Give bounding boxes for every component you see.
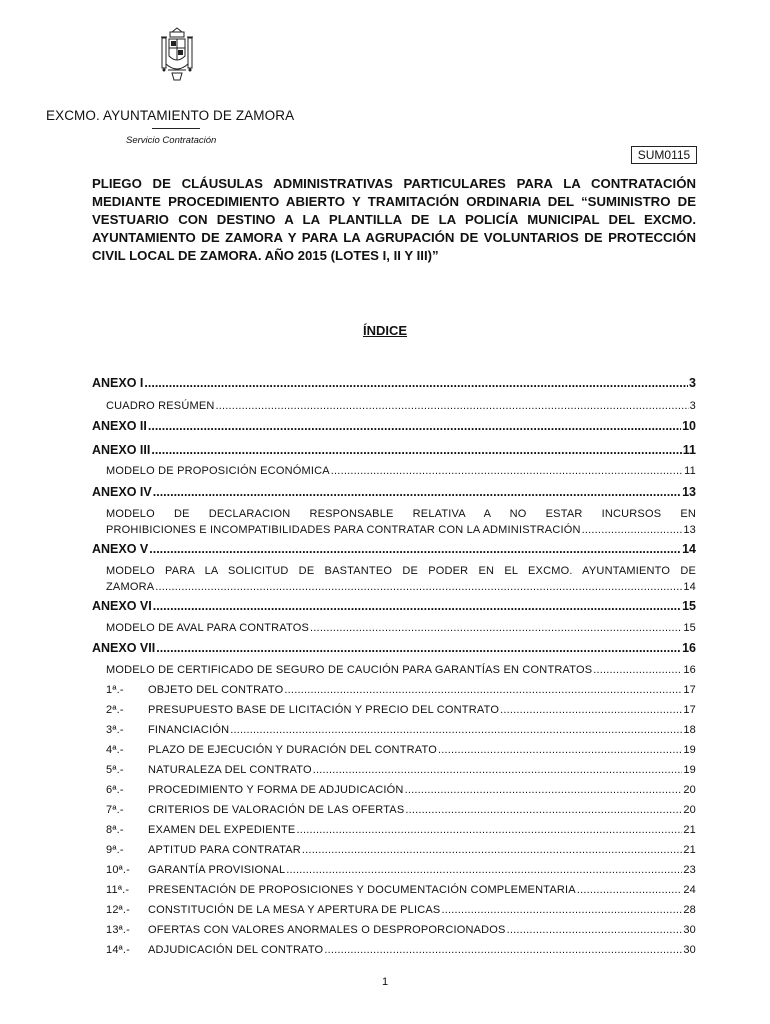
toc-dot-leader (405, 804, 682, 816)
toc-entry-label: OBJETO DEL CONTRATO (148, 684, 284, 696)
toc-clause-number: 11ª.- (106, 884, 130, 896)
toc-dot-leader (284, 684, 682, 696)
toc-clause-10[interactable] (106, 864, 696, 876)
toc-clause-number: 4ª.- (106, 744, 124, 756)
toc-page-number: 11 (682, 443, 696, 457)
toc-clause-11[interactable] (106, 884, 696, 896)
toc-page-number: 15 (682, 599, 696, 613)
toc-dot-leader (155, 579, 682, 595)
toc-dot-leader (582, 522, 683, 538)
toc-page-number: 11 (684, 465, 696, 477)
toc-dot-leader (286, 864, 682, 876)
toc-page-number: 30 (683, 944, 696, 956)
toc-clause-number: 12ª.- (106, 904, 131, 916)
toc-entry-label: CUADRO RESÚMEN (106, 400, 215, 412)
toc-page-number: 14 (683, 581, 696, 593)
toc-clause-number: 6ª.- (106, 784, 124, 796)
toc-page-number: 16 (683, 664, 696, 676)
toc-clause-5[interactable] (106, 764, 696, 776)
toc-entry-seguro-caucion[interactable] (106, 664, 696, 676)
page-number: 1 (381, 976, 389, 988)
toc-entry-line: MODELO PARA LA SOLICITUD DE BASTANTEO DE PODER EN EL EXCMO. AYUNTAMIENTO DE (106, 565, 696, 577)
toc-page-number: 24 (683, 884, 696, 896)
toc-dot-leader (500, 704, 682, 716)
toc-dot-leader (148, 419, 681, 433)
toc-clause-number: 10ª.- (106, 864, 131, 876)
toc-entry-label: ANEXO VII (92, 641, 156, 655)
toc-page-number: 16 (682, 641, 696, 655)
toc-clause-number: 2ª.- (106, 704, 124, 716)
toc-entry-label: MODELO DE AVAL PARA CONTRATOS (106, 622, 310, 634)
toc-clause-13[interactable] (106, 924, 696, 936)
toc-dot-leader (331, 465, 683, 477)
toc-entry-label: ANEXO VI (92, 599, 152, 613)
toc-dot-leader (324, 944, 682, 956)
toc-entry-label: GARANTÍA PROVISIONAL (148, 864, 286, 876)
toc-entry-line: PROHIBICIONES E INCOMPATIBILIDADES PARA CONTRATAR CON LA ADMINISTRACIÓN (106, 524, 581, 536)
toc-dot-leader (149, 542, 681, 556)
toc-entry-label: MODELO DE PROPOSICIÓN ECONÓMICA (106, 465, 330, 477)
index-heading: ÍNDICE (362, 323, 408, 338)
toc-dot-leader (230, 724, 682, 736)
toc-entry-bastanteo[interactable] (106, 563, 696, 595)
toc-dot-leader (144, 376, 688, 390)
toc-dot-leader (153, 599, 681, 613)
toc-page-number: 14 (682, 542, 696, 556)
toc-entry-label: ANEXO III (92, 443, 151, 457)
toc-page-number: 19 (683, 764, 696, 776)
toc-clause-14[interactable] (106, 944, 696, 956)
toc-clause-12[interactable] (106, 904, 696, 916)
toc-entry-label: ANEXO II (92, 419, 147, 433)
toc-entry-label: MODELO DE CERTIFICADO DE SEGURO DE CAUCIÓN PARA GARANTÍAS EN CONTRATOS (106, 664, 593, 676)
toc-clause-number: 8ª.- (106, 824, 124, 836)
toc-entry-label: ANEXO IV (92, 485, 152, 499)
toc-clause-7[interactable] (106, 804, 696, 816)
toc-entry-anexo-7[interactable] (92, 641, 696, 655)
toc-page-number: 19 (683, 744, 696, 756)
toc-entry-anexo-4[interactable] (92, 485, 696, 499)
toc-dot-leader (405, 784, 683, 796)
organization-name: EXCMO. AYUNTAMIENTO DE ZAMORA (46, 108, 295, 123)
toc-entry-label: PLAZO DE EJECUCIÓN Y DURACIÓN DEL CONTRATO (148, 744, 437, 756)
document-title: PLIEGO DE CLÁUSULAS ADMINISTRATIVAS PARTICULARES PARA LA CONTRATACIÓN MEDIANTE PROCEDIMIENTO ABIERTO Y TRAMITACIÓN ORDINARIA DEL “SUMINISTRO DE VESTUARIO CON DESTINO A LA PLANTILLA DE LA POLICÍA MUNICIPAL DEL EXCMO. AYUNTAMIENTO DE ZAMORA Y PARA LA AGRUPACIÓN DE VOLUNTARIOS DE PROTECCIÓN CIVIL LOCAL DE ZAMORA. AÑO 2015 (LOTES I, II Y III)” (92, 176, 696, 263)
toc-dot-leader (296, 824, 682, 836)
toc-dot-leader (438, 744, 682, 756)
toc-entry-label: ANEXO V (92, 542, 149, 556)
toc-dot-leader (156, 641, 681, 655)
toc-entry-label: CRITERIOS DE VALORACIÓN DE LAS OFERTAS (148, 804, 405, 816)
toc-clause-number: 5ª.- (106, 764, 124, 776)
toc-dot-leader (507, 924, 683, 936)
toc-page-number: 3 (689, 400, 696, 412)
toc-clause-number: 7ª.- (106, 804, 124, 816)
toc-entry-label: CONSTITUCIÓN DE LA MESA Y APERTURA DE PLICAS (148, 904, 441, 916)
toc-entry-label: NATURALEZA DEL CONTRATO (148, 764, 312, 776)
toc-clause-8[interactable] (106, 824, 696, 836)
toc-page-number: 28 (683, 904, 696, 916)
toc-page-number: 3 (689, 376, 696, 390)
toc-clause-number: 9ª.- (106, 844, 124, 856)
toc-page-number: 20 (683, 784, 696, 796)
header-divider (152, 128, 200, 129)
toc-entry-modelo-aval[interactable] (106, 622, 696, 634)
toc-clause-9[interactable] (106, 844, 696, 856)
department-name: Servicio Contratación (126, 135, 217, 146)
toc-dot-leader (441, 904, 682, 916)
toc-page-number: 17 (683, 704, 696, 716)
coat-of-arms-icon (160, 26, 194, 84)
toc-entry-anexo-2[interactable] (92, 419, 696, 433)
toc-page-number: 13 (682, 485, 696, 499)
toc-entry-label: APTITUD PARA CONTRATAR (148, 844, 301, 856)
toc-entry-label: PRESENTACIÓN DE PROPOSICIONES Y DOCUMENTACIÓN COMPLEMENTARIA (148, 884, 576, 896)
toc-page-number: 23 (683, 864, 696, 876)
toc-dot-leader (153, 485, 681, 499)
toc-entry-label: EXAMEN DEL EXPEDIENTE (148, 824, 296, 836)
toc-entry-cuadro-resumen[interactable] (106, 400, 696, 412)
toc-page-number: 13 (683, 524, 696, 536)
toc-entry-label: FINANCIACIÓN (148, 724, 230, 736)
toc-entry-label: ADJUDICACIÓN DEL CONTRATO (148, 944, 324, 956)
toc-clause-1[interactable] (106, 684, 696, 696)
toc-entry-label: ANEXO I (92, 376, 144, 390)
document-code: SUM0115 (631, 146, 697, 164)
toc-clause-number: 13ª.- (106, 924, 131, 936)
toc-page-number: 30 (683, 924, 696, 936)
toc-page-number: 17 (683, 684, 696, 696)
toc-entry-label: PROCEDIMIENTO Y FORMA DE ADJUDICACIÓN (148, 784, 404, 796)
toc-entry-line: ZAMORA (106, 581, 155, 593)
toc-dot-leader (310, 622, 682, 634)
toc-dot-leader (151, 443, 681, 457)
toc-entry-declaracion-responsable[interactable] (106, 506, 696, 538)
toc-clause-2[interactable] (106, 704, 696, 716)
toc-dot-leader (593, 664, 682, 676)
toc-page-number: 21 (683, 824, 696, 836)
toc-dot-leader (302, 844, 682, 856)
toc-entry-modelo-proposicion[interactable] (106, 465, 696, 477)
toc-entry-line: MODELO DE DECLARACION RESPONSABLE RELATIVA A NO ESTAR INCURSOS EN (106, 508, 696, 520)
toc-entry-anexo-1[interactable] (92, 376, 696, 390)
toc-page-number: 20 (683, 804, 696, 816)
toc-entry-label: PRESUPUESTO BASE DE LICITACIÓN Y PRECIO DEL CONTRATO (148, 704, 500, 716)
toc-clause-number: 14ª.- (106, 944, 131, 956)
toc-entry-anexo-5[interactable] (92, 542, 696, 556)
toc-clause-3[interactable] (106, 724, 696, 736)
toc-clause-number: 3ª.- (106, 724, 124, 736)
toc-dot-leader (313, 764, 683, 776)
toc-entry-label: OFERTAS CON VALORES ANORMALES O DESPROPORCIONADOS (148, 924, 506, 936)
toc-entry-anexo-6[interactable] (92, 599, 696, 613)
toc-entry-anexo-3[interactable] (92, 443, 696, 457)
toc-dot-leader (216, 400, 689, 412)
toc-page-number: 18 (683, 724, 696, 736)
toc-clause-4[interactable] (106, 744, 696, 756)
toc-page-number: 21 (683, 844, 696, 856)
toc-page-number: 15 (683, 622, 696, 634)
toc-clause-number: 1ª.- (106, 684, 124, 696)
toc-page-number: 10 (682, 419, 696, 433)
toc-dot-leader (577, 884, 683, 896)
toc-clause-6[interactable] (106, 784, 696, 796)
